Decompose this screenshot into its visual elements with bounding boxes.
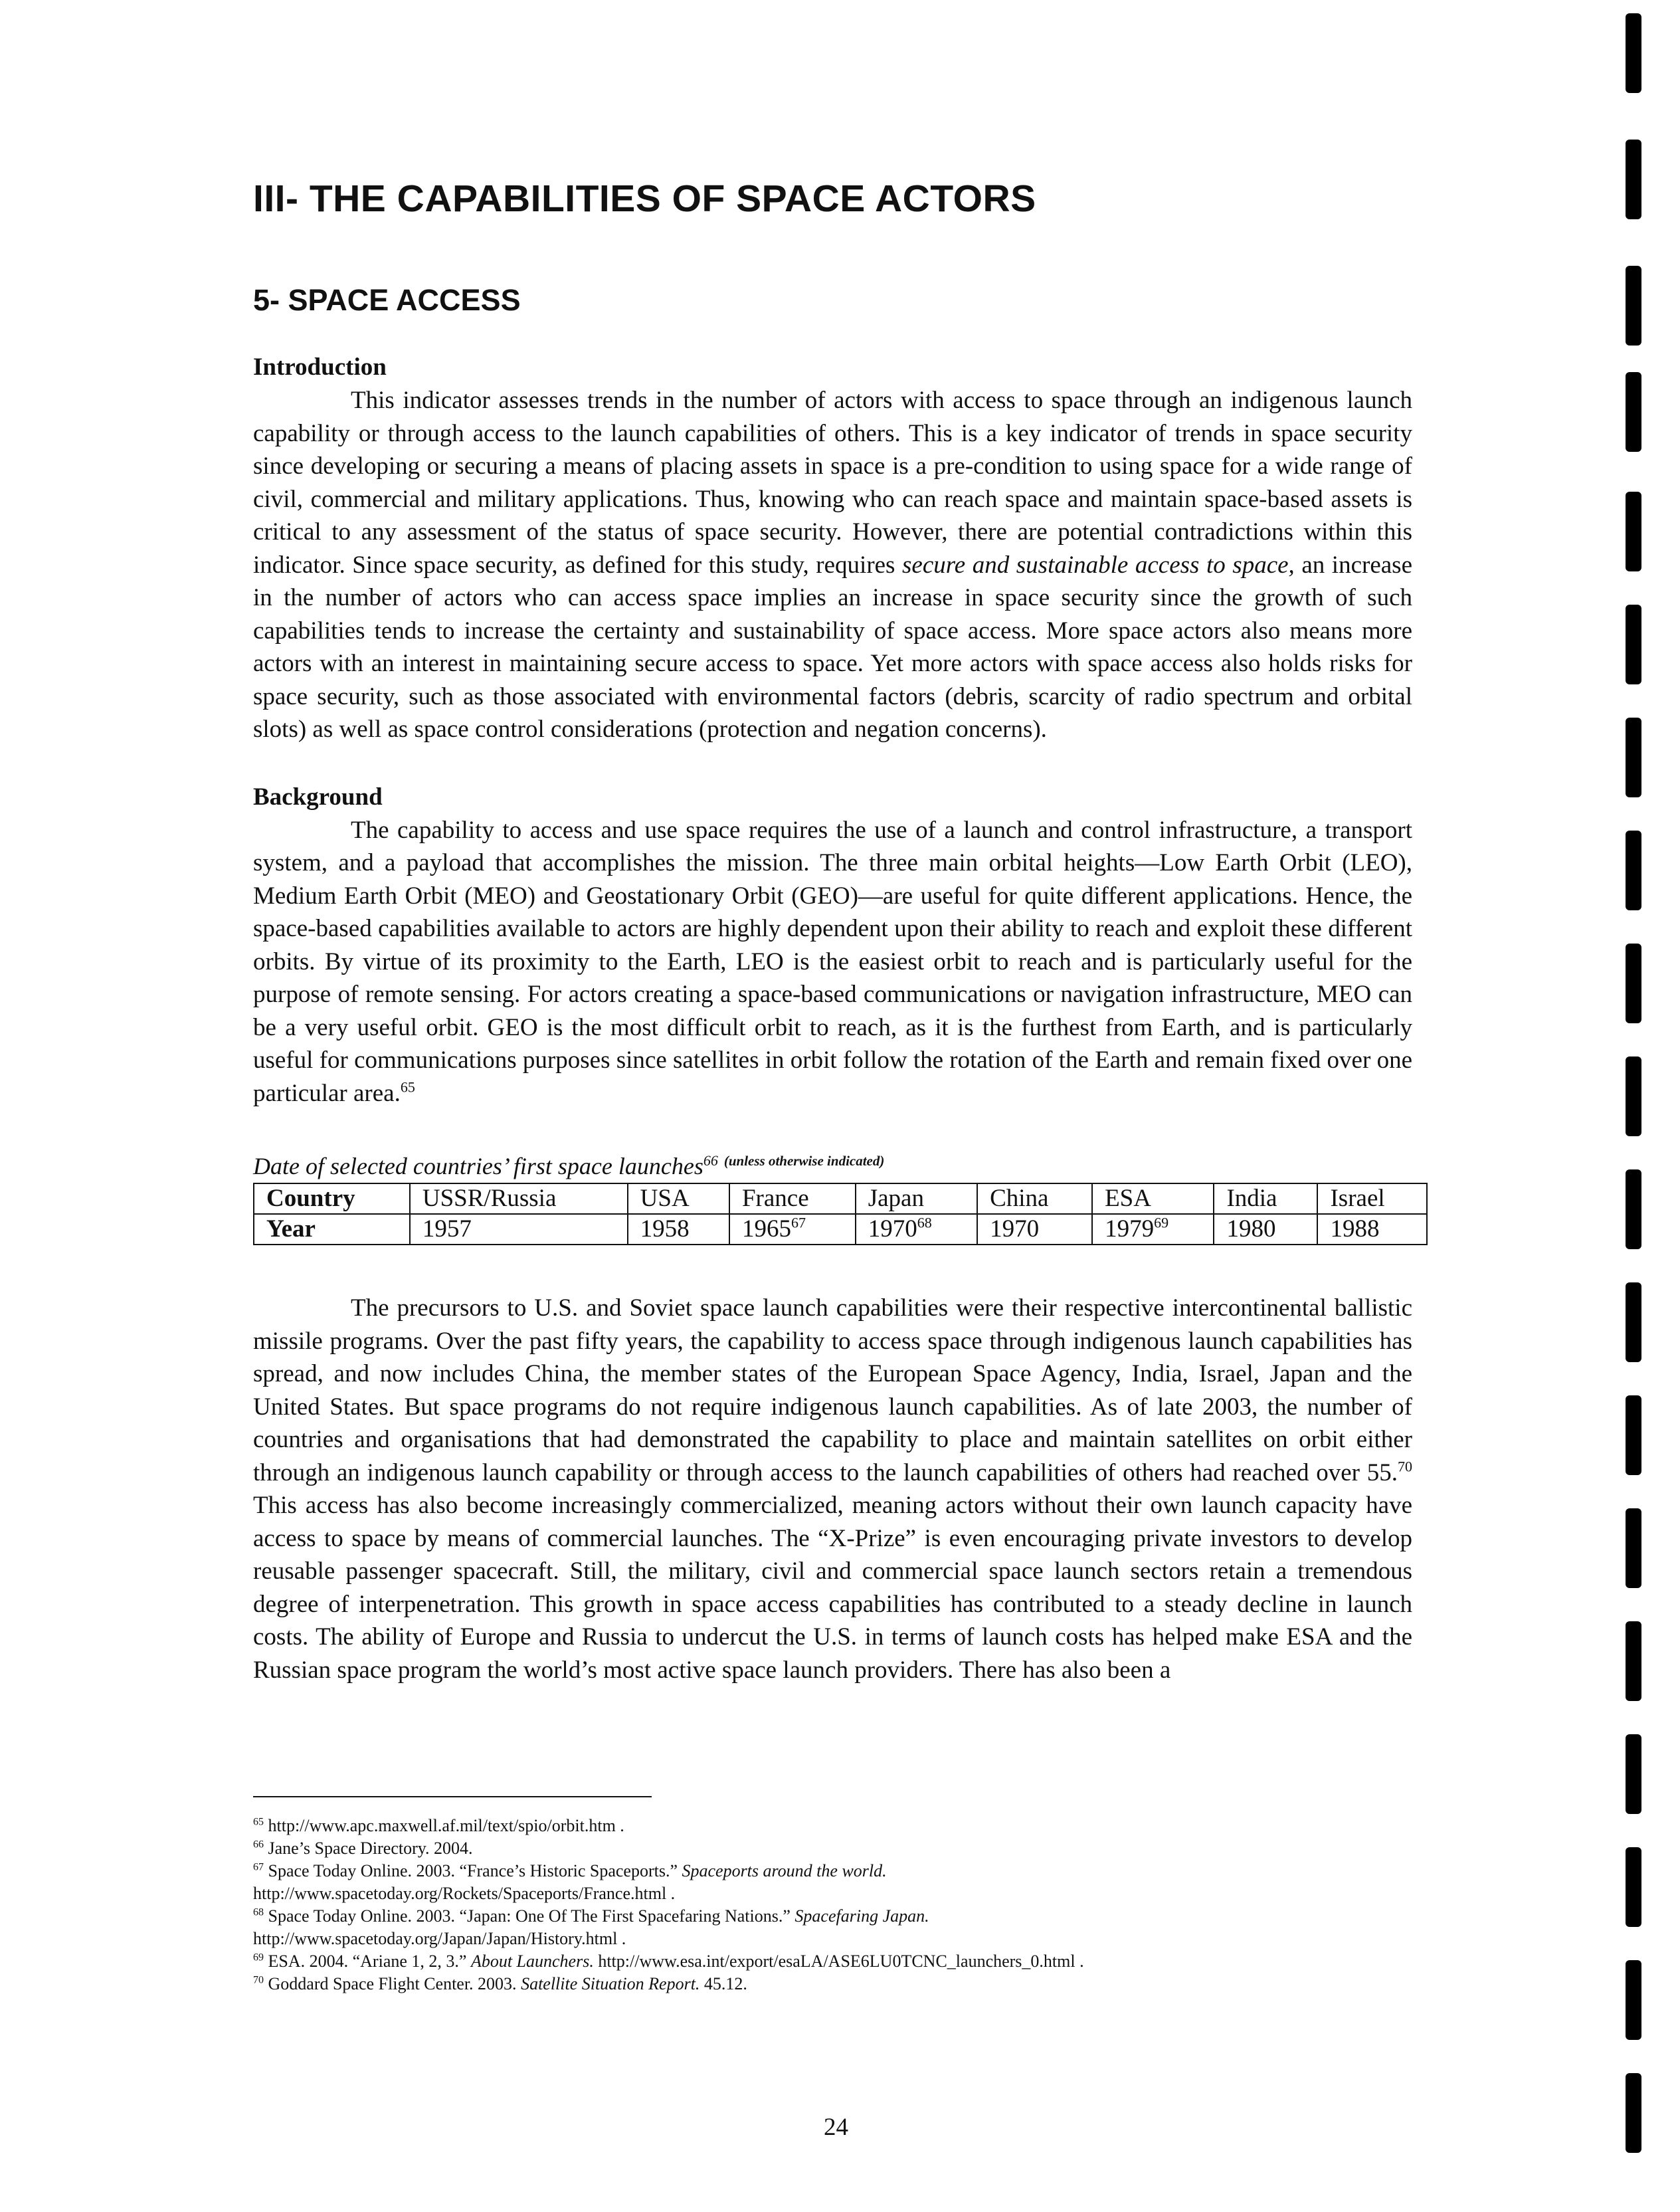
footnote-number: 65 [253,1816,264,1828]
binding-mark [1626,1847,1641,1927]
chapter-title: III- THE CAPABILITIES OF SPACE ACTORS [253,177,1036,220]
binding-marks [1600,0,1680,2212]
footnote-tail: 45.12. [700,1974,747,1993]
page-number: 24 [824,2114,848,2141]
table-caption-note: (unless otherwise indicated) [723,1153,885,1169]
table-row-country [254,1183,1427,1214]
binding-mark [1626,718,1641,797]
footnote-68-url: http://www.spacetoday.org/Japan/Japan/History.html . [253,1929,626,1948]
cell-country-usa: USA [628,1183,729,1214]
page-content [253,159,1412,1686]
year-value: 1979 [1105,1215,1155,1243]
year-value: 1970 [868,1215,917,1243]
binding-mark [1626,605,1641,684]
row-header-year: Year [254,1214,410,1245]
footnote-68 [253,1905,1412,1928]
table-caption [253,1151,1412,1181]
binding-mark [1626,944,1641,1023]
year-value: 1965 [741,1215,791,1243]
footnote-tail: http://www.esa.int/export/esaLA/ASE6LU0TCNC_launchers_0.html . [593,1952,1084,1971]
footnote-number: 68 [253,1906,264,1918]
binding-mark [1626,372,1641,452]
background-paragraph [253,814,1412,1110]
year-value: 1988 [1330,1215,1380,1243]
table-row-year [254,1214,1427,1245]
binding-mark [1626,1056,1641,1136]
cell-country-esa: ESA [1092,1183,1214,1214]
binding-mark [1626,1282,1641,1362]
footnote-65 [253,1815,1412,1837]
footnote-ref-68: 68 [917,1214,932,1231]
launch-dates-table [253,1183,1428,1245]
binding-mark [1626,1395,1641,1475]
footnote-number: 70 [253,1974,264,1986]
background-text: The capability to access and use space requires the use of a launch and control infrastructure, a transport system, and a payload that accomplishes the mission. The three main orbital heights—Low Earth Orbit (LEO), Medium Earth Orbit (MEO) and Geostationary Orbit (GEO)—are useful for quite different applications. Hence, the space-based capabilities available to actors are highly dependent upon their ability to reach and exploit these different orbits. By virtue of its proximity to the Earth, LEO is the easiest orbit to reach and is particularly useful for the purpose of remote sensing. For actors creating a space-based communications or navigation infrastructure, MEO can be a very useful orbit. GEO is the most difficult orbit to reach, as it is the furthest from Earth, and is particularly useful for communications purposes since satellites in orbit follow the rotation of the Earth and remain fixed over one particular area. [253,816,1412,1107]
footnote-divider [253,1796,652,1797]
binding-mark [1626,492,1641,571]
cell-year-china [977,1214,1092,1245]
introduction-paragraph [253,384,1412,746]
cell-year-france [729,1214,856,1245]
footnote-text: Goddard Space Flight Center. 2003. [264,1974,521,1993]
footnotes [253,1796,1412,1995]
table-caption-text: Date of selected countries’ first space launches [253,1153,703,1180]
cell-year-india [1214,1214,1317,1245]
footnote-67-url: http://www.spacetoday.org/Rockets/Spaceports/France.html . [253,1884,676,1903]
footnote-ref-67: 67 [791,1214,806,1231]
binding-mark [1626,1734,1641,1814]
introduction-text-2: an increase in the number of actors who can access space implies an increase in space security since the growth of such capabilities tends to increase the certainty and sustainability of space access. More space actors also means more actors with an interest in maintaining secure access to space. Yet more actors with space access also holds risks for space security, such as those associated with environmental factors (debris, scarcity of radio spectrum and orbital slots) as well as space control considerations (protection and negation concerns). [253,551,1412,744]
row-header-country: Country [254,1183,410,1214]
precursors-text-1: The precursors to U.S. and Soviet space launch capabilities were their respective intercontinental ballistic missile programs. Over the past fifty years, the capability to access space through indigenous launch capabilities has spread, and now includes China, the member states of the European Space Agency, India, Israel, Japan and the United States. But space programs do not require indigenous launch capabilities. As of late 2003, the number of countries and organisations that had demonstrated the capability to place and maintain satellites on orbit either through an indigenous launch capability or through access to the launch capabilities of others had reached over 55. [253,1294,1412,1486]
cell-country-france: France [729,1183,856,1214]
year-value: 1957 [422,1215,472,1243]
binding-mark [1626,831,1641,910]
cell-year-esa [1092,1214,1214,1245]
background-heading: Background [253,783,383,811]
cell-country-china: China [977,1183,1092,1214]
footnote-text: ESA. 2004. “Ariane 1, 2, 3.” [264,1952,471,1971]
section-title: 5- SPACE ACCESS [253,282,521,317]
footnote-text: Space Today Online. 2003. “Japan: One Of The First Spacefaring Nations.” [264,1906,795,1926]
footnote-text: http://www.apc.maxwell.af.mil/text/spio/orbit.htm . [264,1816,624,1835]
footnote-ref-65: 65 [400,1078,415,1096]
binding-mark [1626,1508,1641,1588]
year-value: 1980 [1226,1215,1276,1243]
footnote-italic: Spacefaring Japan. [794,1906,929,1926]
introduction-text-1: This indicator assesses trends in the number of actors with access to space through an indigenous launch capability or through access to the launch capabilities of others. This is a key indicator of trends in space security since developing or securing a means of placing assets in space is a pre-condition to using space for a wide range of civil, commercial and military applications. Thus, knowing who can reach space and maintain space-based assets is critical to any assessment of the status of space security. However, there are potential contradictions within this indicator. Since space security, as defined for this study, requires [253,387,1412,579]
footnote-number: 69 [253,1952,264,1963]
footnote-ref-69: 69 [1154,1214,1169,1231]
footnote-ref-66: 66 [703,1152,718,1169]
footnote-number: 66 [253,1839,264,1851]
cell-year-japan [856,1214,977,1245]
footnote-text: Space Today Online. 2003. “France’s Historic Spaceports.” [264,1861,682,1880]
binding-mark [1626,1621,1641,1701]
footnote-number: 67 [253,1861,264,1873]
footnote-italic: Spaceports around the world. [682,1861,887,1880]
cell-country-india: India [1214,1183,1317,1214]
footnote-text: Jane’s Space Directory. 2004. [264,1839,473,1858]
cell-year-ussr [410,1214,628,1245]
binding-mark [1626,2073,1641,2153]
introduction-heading: Introduction [253,353,387,381]
footnote-69 [253,1950,1412,1973]
footnote-66 [253,1837,1412,1860]
precursors-paragraph [253,1292,1412,1686]
cell-year-israel [1317,1214,1427,1245]
cell-country-japan: Japan [856,1183,977,1214]
binding-mark [1626,1169,1641,1249]
introduction-emphasis: secure and sustainable access to space, [902,551,1295,579]
footnote-italic: Satellite Situation Report. [521,1974,700,1993]
cell-country-ussr: USSR/Russia [410,1183,628,1214]
footnote-70 [253,1973,1412,1995]
footnote-ref-70: 70 [1398,1458,1412,1475]
cell-year-usa [628,1214,729,1245]
binding-mark [1626,266,1641,346]
year-value: 1970 [990,1215,1040,1243]
year-value: 1958 [640,1215,690,1243]
binding-mark [1626,13,1641,93]
binding-mark [1626,140,1641,219]
precursors-text-2: This access has also become increasingly commercialized, meaning actors without their own launch capacity have access to space by means of commercial launches. The “X-Prize” is even encouraging private investors to develop reusable passenger spacecraft. Still, the military, civil and commercial space launch sectors retain a tremendous degree of interpenetration. This growth in space access capabilities has contributed to a steady decline in launch costs. The ability of Europe and Russia to undercut the U.S. in terms of launch costs has helped make ESA and the Russian space program the world’s most active space launch providers. There has also been a [253,1492,1412,1684]
spacer [253,1245,1412,1292]
binding-mark [1626,1960,1641,2040]
footnote-italic: About Launchers. [470,1952,594,1971]
footnote-67 [253,1860,1412,1882]
cell-country-israel: Israel [1317,1183,1427,1214]
